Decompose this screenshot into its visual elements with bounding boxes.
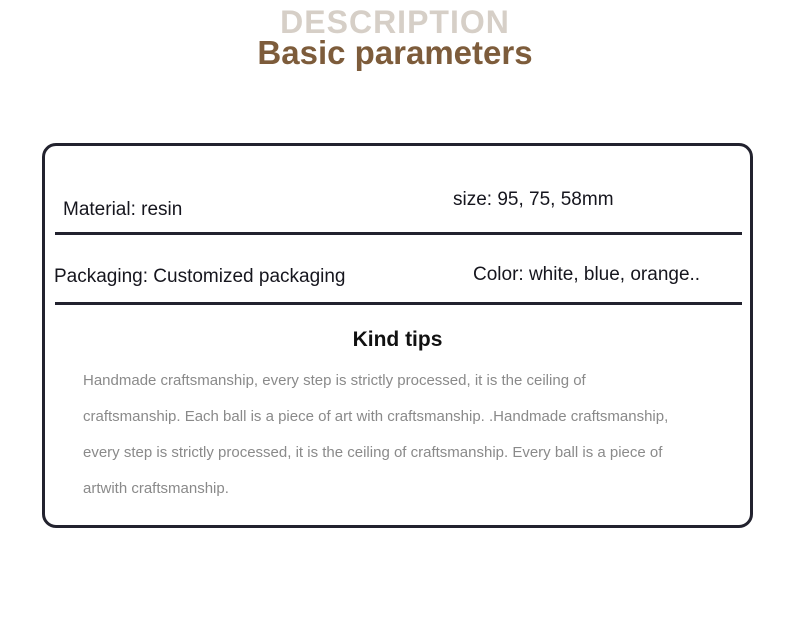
parameters-panel	[42, 143, 753, 528]
param-size: size: 95, 75, 58mm	[453, 189, 614, 210]
kind-tips-line: craftsmanship. Each ball is a piece of art with craftsmanship. .Handmade craftsmanship,	[83, 408, 669, 425]
param-material: Material: resin	[63, 199, 183, 220]
divider-line-bottom	[55, 302, 742, 305]
param-packaging: Packaging: Customized packaging	[54, 266, 346, 287]
page-title-basic-parameters: Basic parameters	[257, 34, 533, 71]
section-eyebrow-description: DESCRIPTION	[280, 4, 510, 40]
kind-tips-line: every step is strictly processed, it is the ceiling of craftsmanship. Every ball is a piece of	[83, 444, 663, 461]
kind-tips-line: Handmade craftsmanship, every step is strictly processed, it is the ceiling of	[83, 372, 586, 389]
kind-tips-paragraph	[83, 363, 723, 507]
kind-tips-line: artwith craftsmanship.	[83, 480, 229, 497]
divider-line-top	[55, 232, 742, 235]
param-color: Color: white, blue, orange..	[473, 264, 701, 285]
kind-tips-heading: Kind tips	[352, 328, 443, 351]
